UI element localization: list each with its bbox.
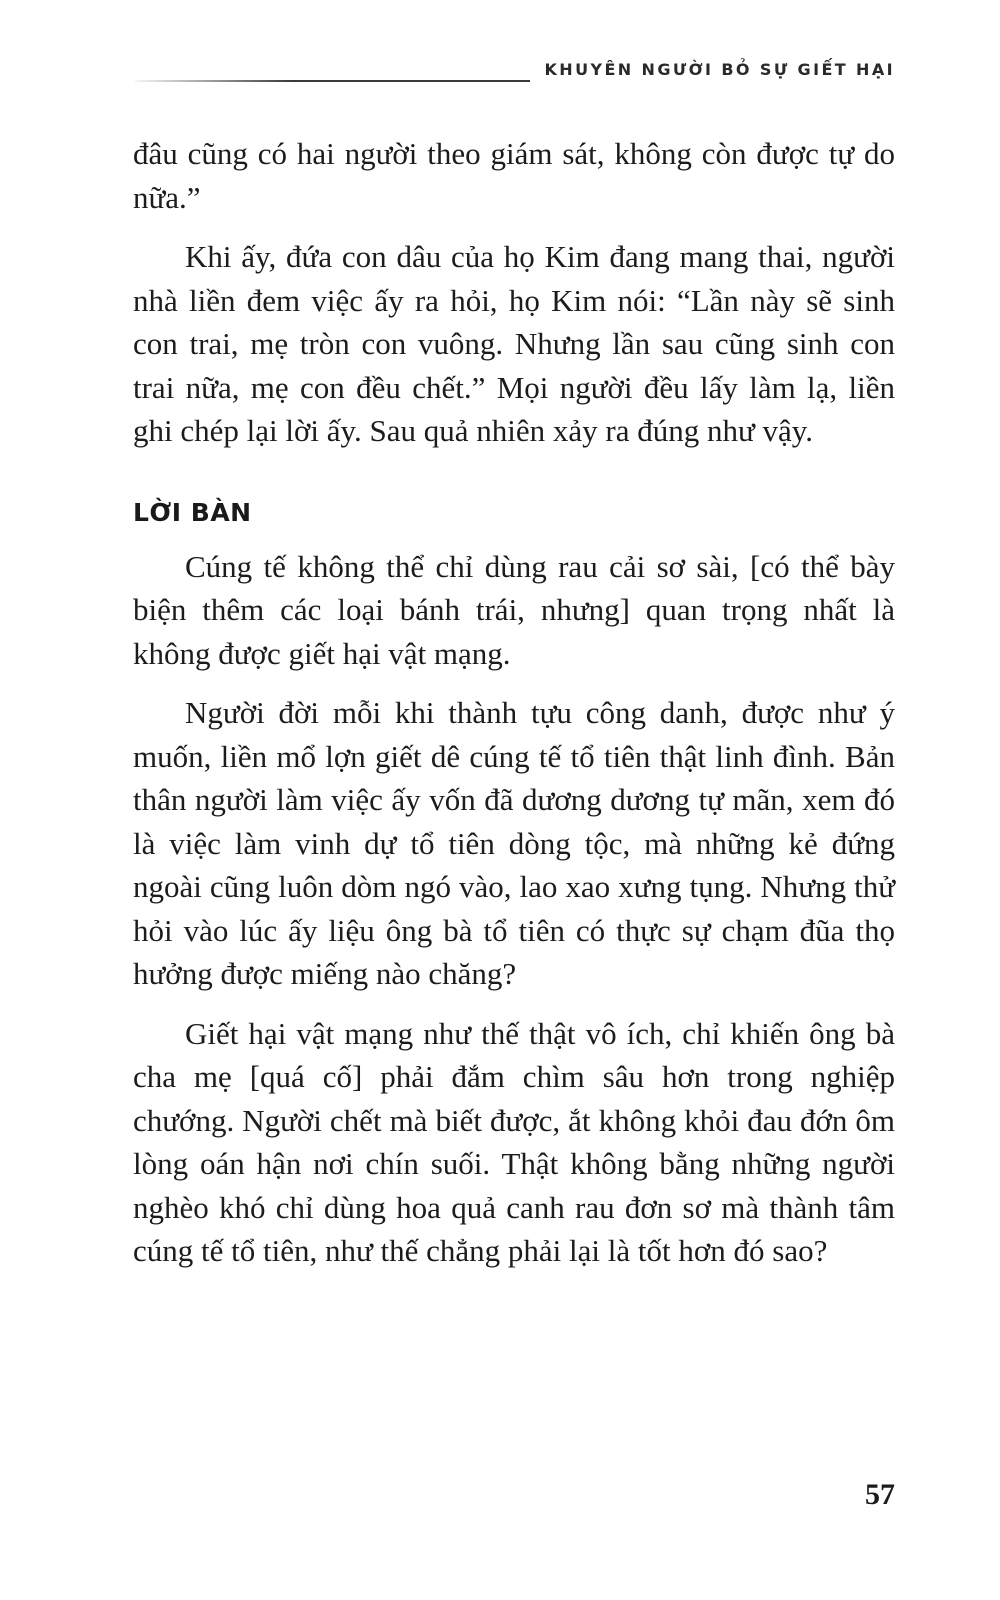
section-heading: LỜI BÀN <box>133 497 252 527</box>
header-rule <box>135 80 530 82</box>
body-paragraph: đâu cũng có hai người theo giám sát, không còn được tự do nữa.” <box>133 136 895 215</box>
body-paragraph: Khi ấy, đứa con dâu của họ Kim đang mang thai, người nhà liền đem việc ấy ra hỏi, họ Kim nói: “Lần này sẽ sinh con trai, mẹ tròn con vuông. Nhưng lần sau cũng sinh con trai nữa, mẹ con đều chết.” Mọi người đều lấy làm lạ, liền ghi chép lại lời ấy. Sau quả nhiên xảy ra đúng như vậy. <box>133 239 895 448</box>
page-number: 57 <box>865 1478 895 1511</box>
section-paragraph: Giết hại vật mạng như thế thật vô ích, chỉ khiến ông bà cha mẹ [quá cố] phải đắm chìm sâu hơn trong nghiệp chướng. Người chết mà biết được, ắt không khỏi đau đớn ôm lòng oán hận nơi chín suối. Thật không bằng những người nghèo khó chỉ dùng hoa quả canh rau đơn sơ mà thành tâm cúng tế tổ tiên, như thế chẳng phải lại là tốt hơn đó sao? <box>133 1015 895 1268</box>
running-header-title: KHUYÊN NGƯỜI BỎ SỰ GIẾT HẠI <box>544 60 895 79</box>
running-header <box>135 58 895 88</box>
page-body <box>133 132 895 1273</box>
section-paragraph: Người đời mỗi khi thành tựu công danh, được như ý muốn, liền mổ lợn giết dê cúng tế tổ tiên thật linh đình. Bản thân người làm việc ấy vốn đã dương dương tự mãn, xem đó là việc làm vinh dự tổ tiên dòng tộc, mà những kẻ đứng ngoài cũng luôn dòm ngó vào, lao xao xưng tụng. Nhưng thử hỏi vào lúc ấy liệu ông bà tổ tiên có thực sự chạm đũa thọ hưởng được miếng nào chăng? <box>133 695 895 991</box>
section-paragraph: Cúng tế không thể chỉ dùng rau cải sơ sài, [có thể bày biện thêm các loại bánh trái, nhưng] quan trọng nhất là không được giết hại vật mạng. <box>133 548 895 671</box>
